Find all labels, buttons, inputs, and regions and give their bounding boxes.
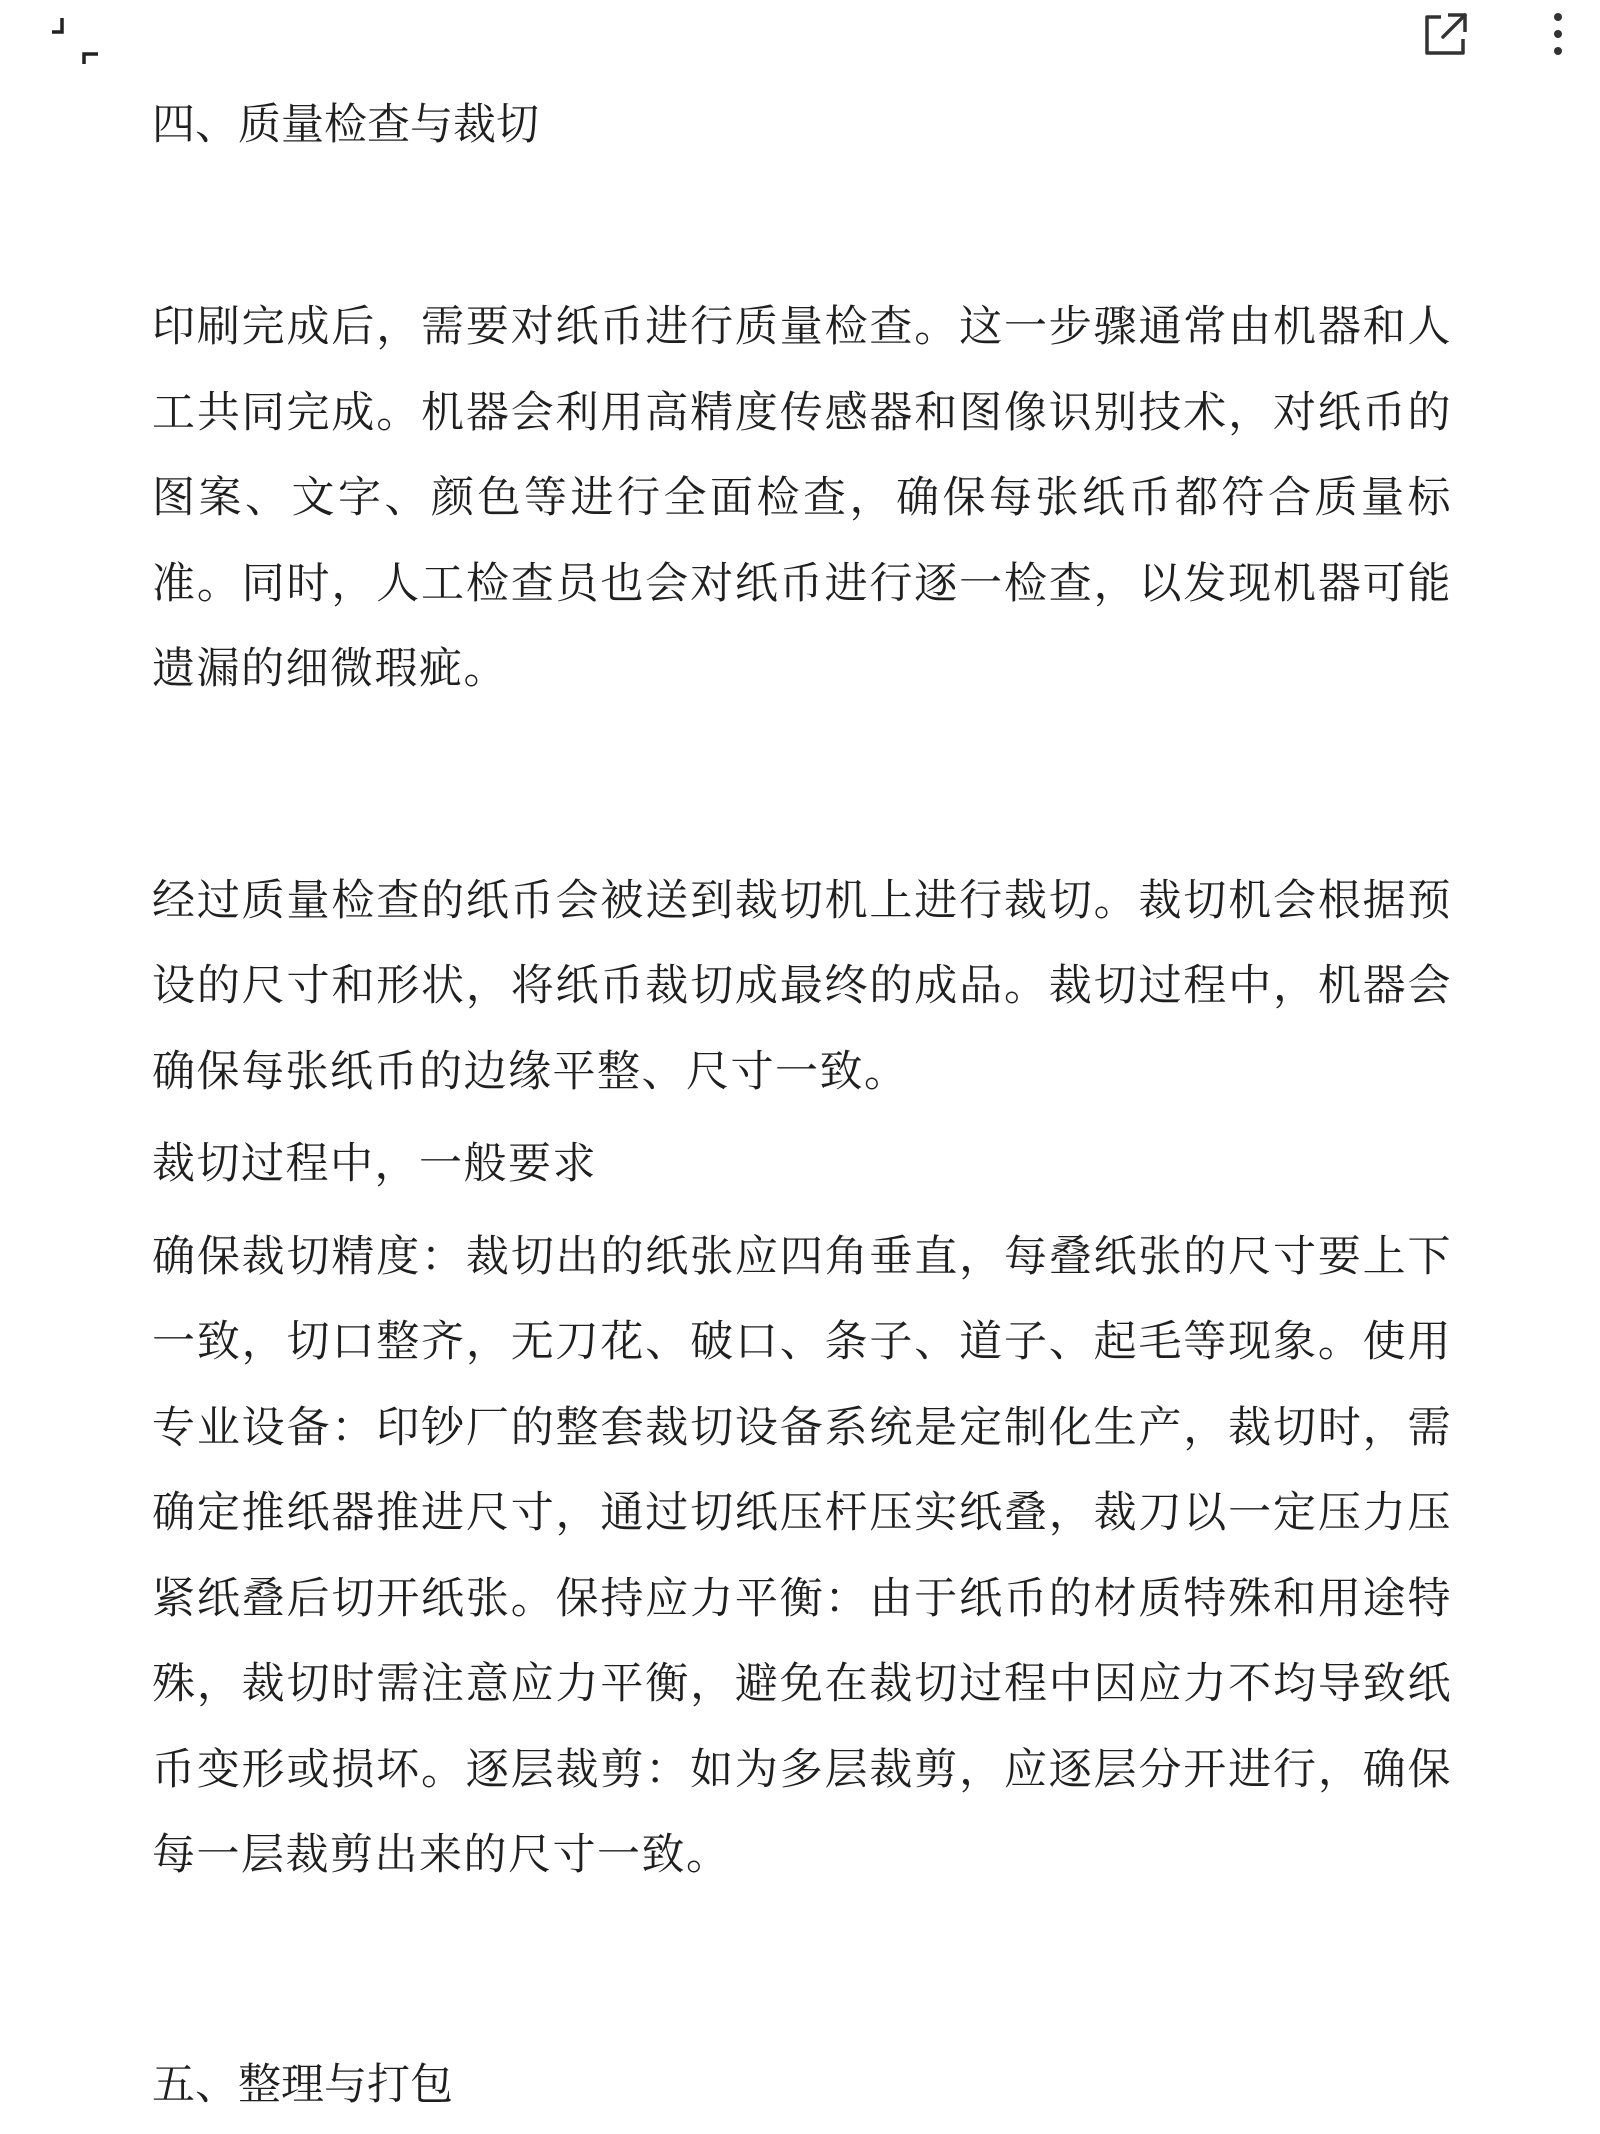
more-vertical-icon [1523, 0, 1593, 70]
more-options-button[interactable] [1523, 0, 1593, 70]
collapse-button[interactable] [50, 8, 120, 78]
section-heading-5: 五、整理与打包 [152, 2059, 453, 2110]
open-external-icon [1410, 0, 1480, 70]
collapse-arrows-icon [50, 8, 120, 78]
paragraph-cutting: 经过质量检查的纸币会被送到裁切机上进行裁切。裁切机会根据预设的尺寸和形状，将纸币裁切成最终的成品。裁切过程中，机器会确保每张纸币的边缘平整、尺寸一致。 [152, 875, 1452, 1097]
paragraph-cutting-requirements: 确保裁切精度：裁切出的纸张应四角垂直，每叠纸张的尺寸要上下一致，切口整齐，无刀花、破口、条子、道子、起毛等现象。使用专业设备：印钞厂的整套裁切设备系统是定制化生产，裁切时，需确定推纸器推进尺寸，通过切纸压杆压实纸叠，裁刀以一定压力压紧纸叠后切开纸张。保持应力平衡：由于纸币的材质特殊和用途特殊，裁切时需注意应力平衡，避免在裁切过程中因应力不均导致纸币变形或损坏。逐层裁剪：如为多层裁剪，应逐层分开进行，确保每一层裁剪出来的尺寸一致。 [152, 1231, 1452, 1880]
section-heading-4: 四、质量检查与裁切 [152, 100, 539, 150]
paragraph-cutting-requirements-title: 裁切过程中，一般要求 [152, 1139, 597, 1189]
open-external-button[interactable] [1410, 0, 1480, 70]
paragraph-quality-check: 印刷完成后，需要对纸币进行质量检查。这一步骤通常由机器和人工共同完成。机器会利用高精度传感器和图像识别技术，对纸币的图案、文字、颜色等进行全面检查，确保每张纸币都符合质量标准。同时，人工检查员也会对纸币进行逐一检查，以发现机器可能遗漏的细微瑕疵。 [152, 302, 1452, 694]
article-body [152, 90, 1452, 2120]
top-toolbar [0, 0, 1600, 90]
